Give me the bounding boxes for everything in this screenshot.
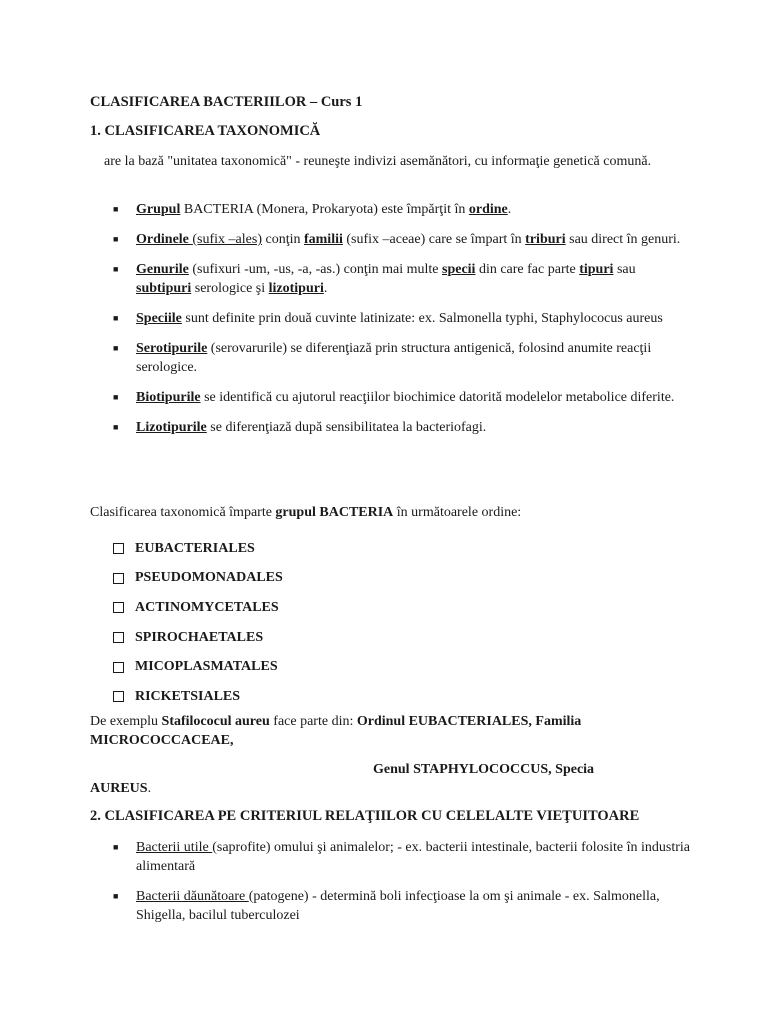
bullet-text: sunt definite prin două cuvinte latinizate: ex. Salmonella typhi, Staphylococus aureus <box>181 311 663 326</box>
list-item <box>113 564 283 594</box>
order-name: RICKETSIALES <box>135 688 241 704</box>
list-item <box>113 309 693 328</box>
term-bacterii-utile: Bacterii utile <box>136 840 213 855</box>
orders-intro-text: Clasificarea taxonomică împarte <box>90 505 276 520</box>
list-item <box>113 652 283 682</box>
list-item <box>113 260 693 298</box>
bullet-text: (serovarurile) se diferenţiază prin structura antigenică, folosind anumite reacţii serologice. <box>136 341 652 375</box>
list-item <box>113 623 283 653</box>
bullet-text: se diferenţiază după sensibilitatea la bacteriofagi. <box>206 420 487 435</box>
term-ordine: ordine <box>468 202 508 217</box>
checkbox-square-icon <box>113 573 124 584</box>
orders-checklist <box>113 534 283 712</box>
bullet-text: (patogene) - determină boli infecţioase la om şi animale - ex. Salmonella, Shigella, bacilul tuberculozei <box>136 889 660 923</box>
orders-intro-bold: grupul BACTERIA <box>275 505 394 520</box>
list-item <box>113 388 693 407</box>
bullet-square-icon: ■ <box>113 422 119 432</box>
relations-bullet-list <box>113 838 693 936</box>
bullet-text: se identifică cu ajutorul reacţiilor biochimice datorită modelelor metabolice diferite. <box>200 390 675 405</box>
example-genus: Genul STAPHYLOCOCCUS, Specia <box>373 762 595 777</box>
bullet-square-icon: ■ <box>113 343 119 353</box>
order-name: EUBACTERIALES <box>135 540 255 556</box>
term-tipuri: tipuri <box>579 262 614 277</box>
list-item <box>113 200 693 219</box>
section-1-intro <box>90 152 660 171</box>
term-ordinele: Ordinele <box>136 232 193 247</box>
list-item <box>113 230 693 249</box>
taxonomy-bullet-list <box>113 200 693 448</box>
example-species-line <box>90 781 151 797</box>
term-specii: specii <box>442 262 476 277</box>
bullet-square-icon: ■ <box>113 204 119 214</box>
list-item <box>113 682 283 712</box>
term-lizotipurile: Lizotipurile <box>136 420 207 435</box>
term-lizotipuri: lizotipuri <box>268 281 324 296</box>
term-triburi: triburi <box>525 232 566 247</box>
bullet-text: (saprofite) omului şi animalelor; - ex. bacterii intestinale, bacterii folosite în industria alimentară <box>136 840 691 874</box>
bullet-text: BACTERIA (Monera, Prokaryota) este împărţit în <box>180 202 469 217</box>
term-grupul: Grupul <box>136 202 181 217</box>
term-speciile: Speciile <box>136 311 182 326</box>
bullet-text: . <box>323 281 328 296</box>
example-text: De exemplu <box>90 714 162 729</box>
term-genurile: Genurile <box>136 262 189 277</box>
order-name: SPIROCHAETALES <box>135 629 264 645</box>
checkbox-square-icon <box>113 543 124 554</box>
section-2-heading: 2. CLASIFICAREA PE CRITERIUL RELAŢIILOR CU CELELALTE VIEŢUITOARE <box>90 808 640 824</box>
term-familii: familii <box>303 232 343 247</box>
orders-intro <box>90 505 521 521</box>
example-bold-order-family: Ordinul EUBACTERIALES, Familia MICROCOCCACEAE, <box>90 714 582 748</box>
list-item <box>113 418 693 437</box>
orders-intro-text-end: în următoarele ordine: <box>393 505 522 520</box>
order-name: ACTINOMYCETALES <box>135 599 279 615</box>
list-item <box>113 838 693 876</box>
checkbox-square-icon <box>113 602 124 613</box>
intro-text: are la bază "unitatea taxonomică" - reuneşte indivizi asemănători, cu informaţie genetică comună. <box>104 154 652 169</box>
bullet-text: conţin <box>261 232 304 247</box>
underlined-text: (sufix –ales) <box>192 232 262 247</box>
bullet-text: sau direct în genuri. <box>565 232 681 247</box>
bullet-square-icon: ■ <box>113 891 119 901</box>
term-bacterii-daunatoare: Bacterii dăunătoare <box>136 889 249 904</box>
bullet-text: . <box>507 202 512 217</box>
bullet-square-icon: ■ <box>113 234 119 244</box>
bullet-square-icon: ■ <box>113 392 119 402</box>
bullet-text: (sufixuri -um, -us, -a, -as.) conţin mai multe <box>188 262 442 277</box>
checkbox-square-icon <box>113 662 124 673</box>
list-item <box>113 887 693 925</box>
bullet-text: din care fac parte <box>475 262 580 277</box>
checkbox-square-icon <box>113 691 124 702</box>
order-name: MICOPLASMATALES <box>135 659 278 675</box>
example-period: . <box>147 781 152 796</box>
bullet-square-icon: ■ <box>113 264 119 274</box>
bullet-square-icon: ■ <box>113 842 119 852</box>
example-bold-species: Stafilococul aureu <box>161 714 270 729</box>
term-serotipurile: Serotipurile <box>136 341 208 356</box>
example-species: AUREUS <box>90 781 148 796</box>
example-paragraph <box>90 712 650 750</box>
checkbox-square-icon <box>113 632 124 643</box>
bullet-square-icon: ■ <box>113 313 119 323</box>
bullet-text: serologice şi <box>191 281 269 296</box>
order-name: PSEUDOMONADALES <box>135 570 283 586</box>
bullet-text: (sufix –aceae) care se împart în <box>342 232 526 247</box>
section-1-heading: 1. CLASIFICAREA TAXONOMICĂ <box>90 123 321 139</box>
example-text: face parte din: <box>269 714 357 729</box>
list-item <box>113 593 283 623</box>
bullet-text: sau <box>613 262 636 277</box>
term-subtipuri: subtipuri <box>136 281 192 296</box>
list-item <box>113 339 693 377</box>
document-title: CLASIFICAREA BACTERIILOR – Curs 1 <box>90 94 363 110</box>
term-biotipurile: Biotipurile <box>136 390 201 405</box>
list-item <box>113 534 283 564</box>
